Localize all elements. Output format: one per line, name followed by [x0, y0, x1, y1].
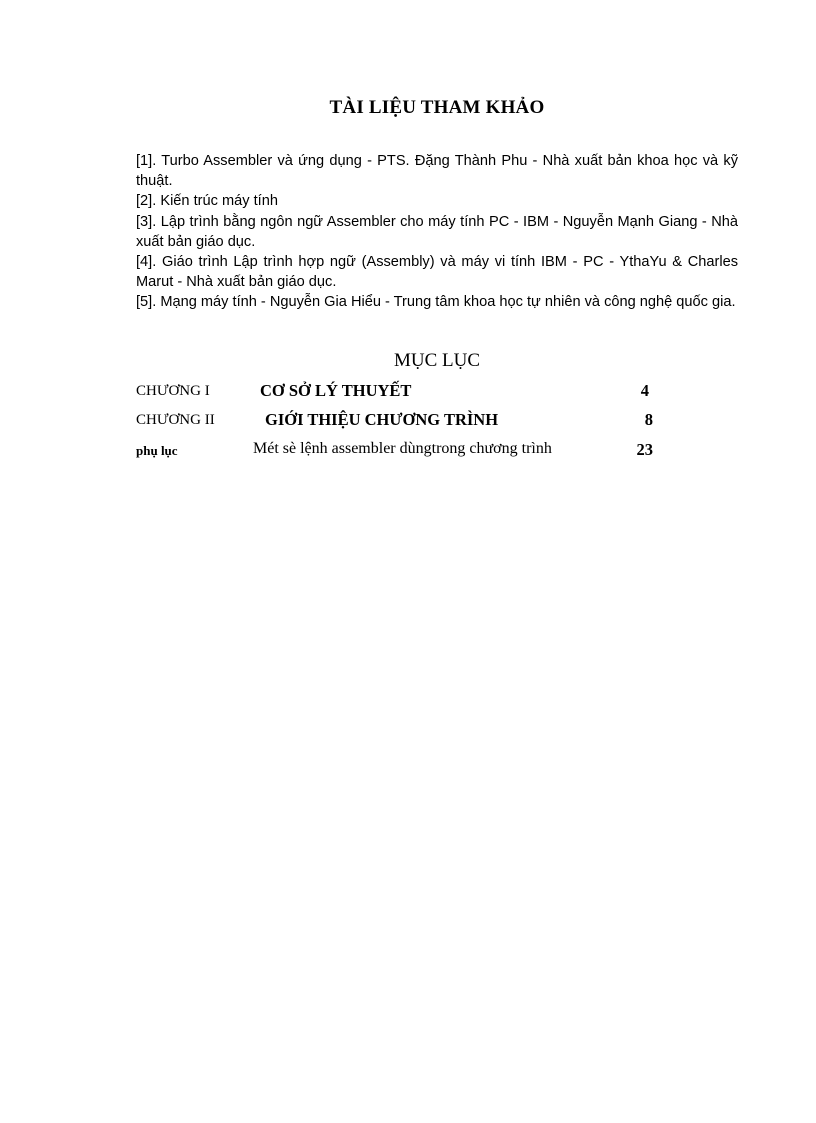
toc-row-chapter-2: [0, 409, 816, 435]
toc-row-chapter-1: [0, 380, 816, 406]
reference-item: [2]. Kiến trúc máy tính: [136, 193, 278, 210]
references-title: TÀI LIỆU THAM KHẢO: [329, 97, 545, 118]
toc-title: MỤC LỤC: [393, 350, 481, 371]
toc-chapter-name: GIỚI THIỆU CHƯƠNG TRÌNH: [265, 410, 499, 429]
toc-row-appendix: [0, 439, 816, 465]
toc-chapter-label: CHƯƠNG I: [136, 383, 210, 399]
reference-item: [1]. Turbo Assembler và ứng dụng - PTS. Đặng Thành Phu - Nhà xuất bản khoa học và kỹ thuật.: [136, 153, 738, 190]
reference-item: [4]. Giáo trình Lập trình hợp ngữ (Assembly) và máy vi tính IBM - PC - YthaYu & Charles Marut - Nhà xuất bản giáo dục.: [136, 254, 738, 291]
toc-page-number: 4: [640, 381, 649, 400]
toc-chapter-label: phụ lục: [136, 443, 178, 458]
reference-item: [3]. Lập trình bằng ngôn ngữ Assembler cho máy tính PC - IBM - Nguyễn Mạnh Giang - Nhà xuất bản giáo dục.: [136, 213, 738, 250]
toc-page-number: 23: [636, 440, 653, 459]
toc-page-number: 8: [644, 410, 653, 429]
toc-chapter-label: CHƯƠNG II: [136, 412, 215, 428]
reference-item: [5]. Mạng máy tính - Nguyễn Gia Hiểu - Trung tâm khoa học tự nhiên và công nghệ quốc gia.: [136, 294, 736, 311]
toc-chapter-name: Mét sè lệnh assembler dùngtrong chương trình: [253, 440, 552, 457]
toc-chapter-name: CƠ SỞ LÝ THUYẾT: [260, 381, 412, 400]
table-of-contents: [0, 0, 816, 470]
